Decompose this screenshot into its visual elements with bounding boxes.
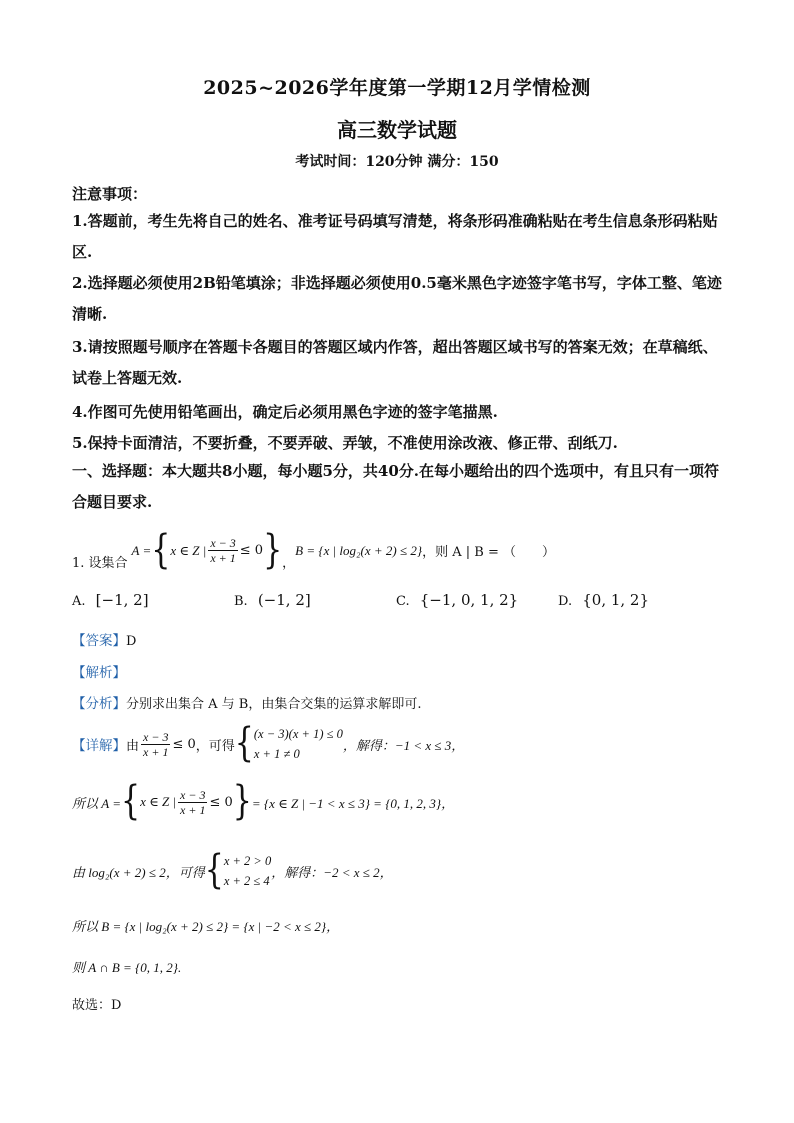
- option-a: [72, 591, 149, 609]
- line2-condition: x ∈ Z |: [140, 794, 177, 809]
- detail-line-4: 所以 B = {x | log₂(x + 2) ≤ 2} = {x | −2 < x ≤ 2}，: [72, 919, 340, 934]
- system-1-row-2: x + 1 ≠ 0: [253, 747, 300, 761]
- system-2-row-1: x + 2 > 0: [223, 854, 272, 868]
- question-1-prefix: 1. 设集合: [72, 556, 128, 571]
- detail-result: ，解得：−1 < x ≤ 3，: [342, 737, 465, 753]
- option-c-label: C.: [396, 594, 410, 609]
- line2-fraction: [178, 788, 207, 817]
- set-b: B = {x | log₂(x + 2) ≤ 2}: [295, 542, 423, 558]
- detail-pre: 由: [126, 738, 140, 754]
- exam-info: 考试时间：120分钟 满分：150: [295, 154, 499, 170]
- section-heading: 一、选择题：本大题共8小题，每小题5分，共40分.在每小题给出的四个选项中，有且只有一项符合题目要求.: [72, 462, 719, 511]
- line3-pre: 由 log₂(x + 2) ≤ 2，可得: [72, 864, 205, 880]
- note-item-1: 1.答题前，考生先将自己的姓名、准考证号码填写清楚，将条形码准确粘贴在考生信息条形码粘贴区.: [72, 212, 718, 261]
- detail-line-2: [72, 777, 455, 825]
- fenxi-tag: 【分析】: [72, 696, 126, 712]
- fraction-denominator: x + 1: [210, 551, 236, 565]
- set-a-fraction: [208, 536, 237, 565]
- option-b-label: B.: [234, 594, 248, 609]
- option-a-value: [−1, 2]: [95, 591, 149, 609]
- option-c: [396, 591, 518, 609]
- line3-post: ，解得：−2 < x ≤ 2，: [271, 864, 393, 880]
- note-item-5: 5.保持卡面清洁，不要折叠，不要弄破、弄皱，不准使用涂改液、修正带、刮纸刀.: [72, 434, 618, 452]
- line2-relation: ≤ 0: [209, 794, 233, 810]
- detail-tag: 【详解】: [72, 738, 126, 754]
- option-c-value: {−1, 0, 1, 2}: [419, 591, 519, 609]
- brace-open-glyph-2: {: [120, 777, 141, 825]
- brace-close-glyph: }: [263, 526, 283, 574]
- note-item-4: 4.作图可先使用铅笔画出，确定后必须用黑色字迹的签字笔描黑.: [72, 403, 498, 421]
- set-a-label: A =: [131, 542, 152, 558]
- option-b-value: (−1, 2]: [257, 591, 311, 609]
- brace-open-glyph: {: [151, 526, 171, 574]
- fenxi-text: 分别求出集合 A 与 B，由集合交集的运算求解即可.: [126, 697, 422, 712]
- set-a-relation: ≤ 0: [239, 543, 264, 558]
- system-2-row-2: x + 2 ≤ 4: [223, 874, 270, 888]
- detail-fraction-denominator: x + 1: [143, 744, 169, 759]
- detail-line-1: [72, 719, 465, 767]
- set-a-condition: x ∈ Z |: [170, 542, 207, 558]
- notes-heading: 注意事项：: [72, 185, 148, 203]
- detail-line-3: [72, 846, 393, 894]
- question-1-stem: [72, 526, 555, 574]
- question-1-ask: ，则 A | B = （ ）: [422, 545, 555, 560]
- line2-post: = {x ∈ Z | −1 < x ≤ 3} = {0, 1, 2, 3}，: [251, 795, 455, 811]
- brace-close-glyph-2: }: [232, 777, 252, 825]
- system-brace-glyph-2: {: [204, 846, 224, 894]
- detail-fraction-numerator: x − 3: [143, 729, 169, 744]
- system-1-row-1: (x − 3)(x + 1) ≤ 0: [253, 727, 343, 741]
- option-b: [234, 591, 311, 609]
- final-answer: 故选：D: [72, 998, 122, 1013]
- answer-line: [72, 629, 136, 649]
- inequality-system-2: [224, 851, 271, 891]
- answer-tag: 【答案】: [72, 633, 126, 649]
- exam-subtitle: 高三数学试题: [337, 118, 457, 142]
- note-item-2: 2.选择题必须使用2B铅笔填涂；非选择题必须使用0.5毫米黑色字迹签字笔书写，字体工整、笔迹清晰.: [72, 274, 722, 323]
- line2-fraction-denominator: x + 1: [180, 802, 206, 817]
- detail-line-5: 则 A ∩ B = {0, 1, 2}.: [72, 960, 182, 975]
- answer-value: D: [126, 634, 137, 649]
- fraction-numerator: x − 3: [210, 536, 236, 550]
- line2-pre: 所以 A =: [72, 795, 121, 811]
- system-brace-glyph: {: [234, 719, 254, 767]
- analysis-tag: 【解析】: [72, 665, 126, 681]
- detail-mid: ，可得: [195, 738, 235, 754]
- inequality-system-1: [254, 724, 343, 764]
- option-d-value: {0, 1, 2}: [582, 591, 650, 609]
- option-a-label: A.: [72, 594, 86, 609]
- line2-fraction-numerator: x − 3: [180, 787, 206, 802]
- fenxi-line: [72, 692, 421, 712]
- comma: ，: [282, 556, 296, 571]
- detail-relation: ≤ 0: [172, 736, 196, 752]
- option-d: [558, 591, 649, 609]
- analysis-heading: [72, 661, 126, 681]
- option-d-label: D.: [558, 594, 573, 609]
- exam-title: 2025~2026学年度第一学期12月学情检测: [203, 77, 591, 99]
- detail-fraction: [141, 730, 170, 759]
- note-item-3: 3.请按照题号顺序在答题卡各题目的答题区域内作答，超出答题区域书写的答案无效；在草稿纸、试卷上答题无效.: [72, 338, 718, 387]
